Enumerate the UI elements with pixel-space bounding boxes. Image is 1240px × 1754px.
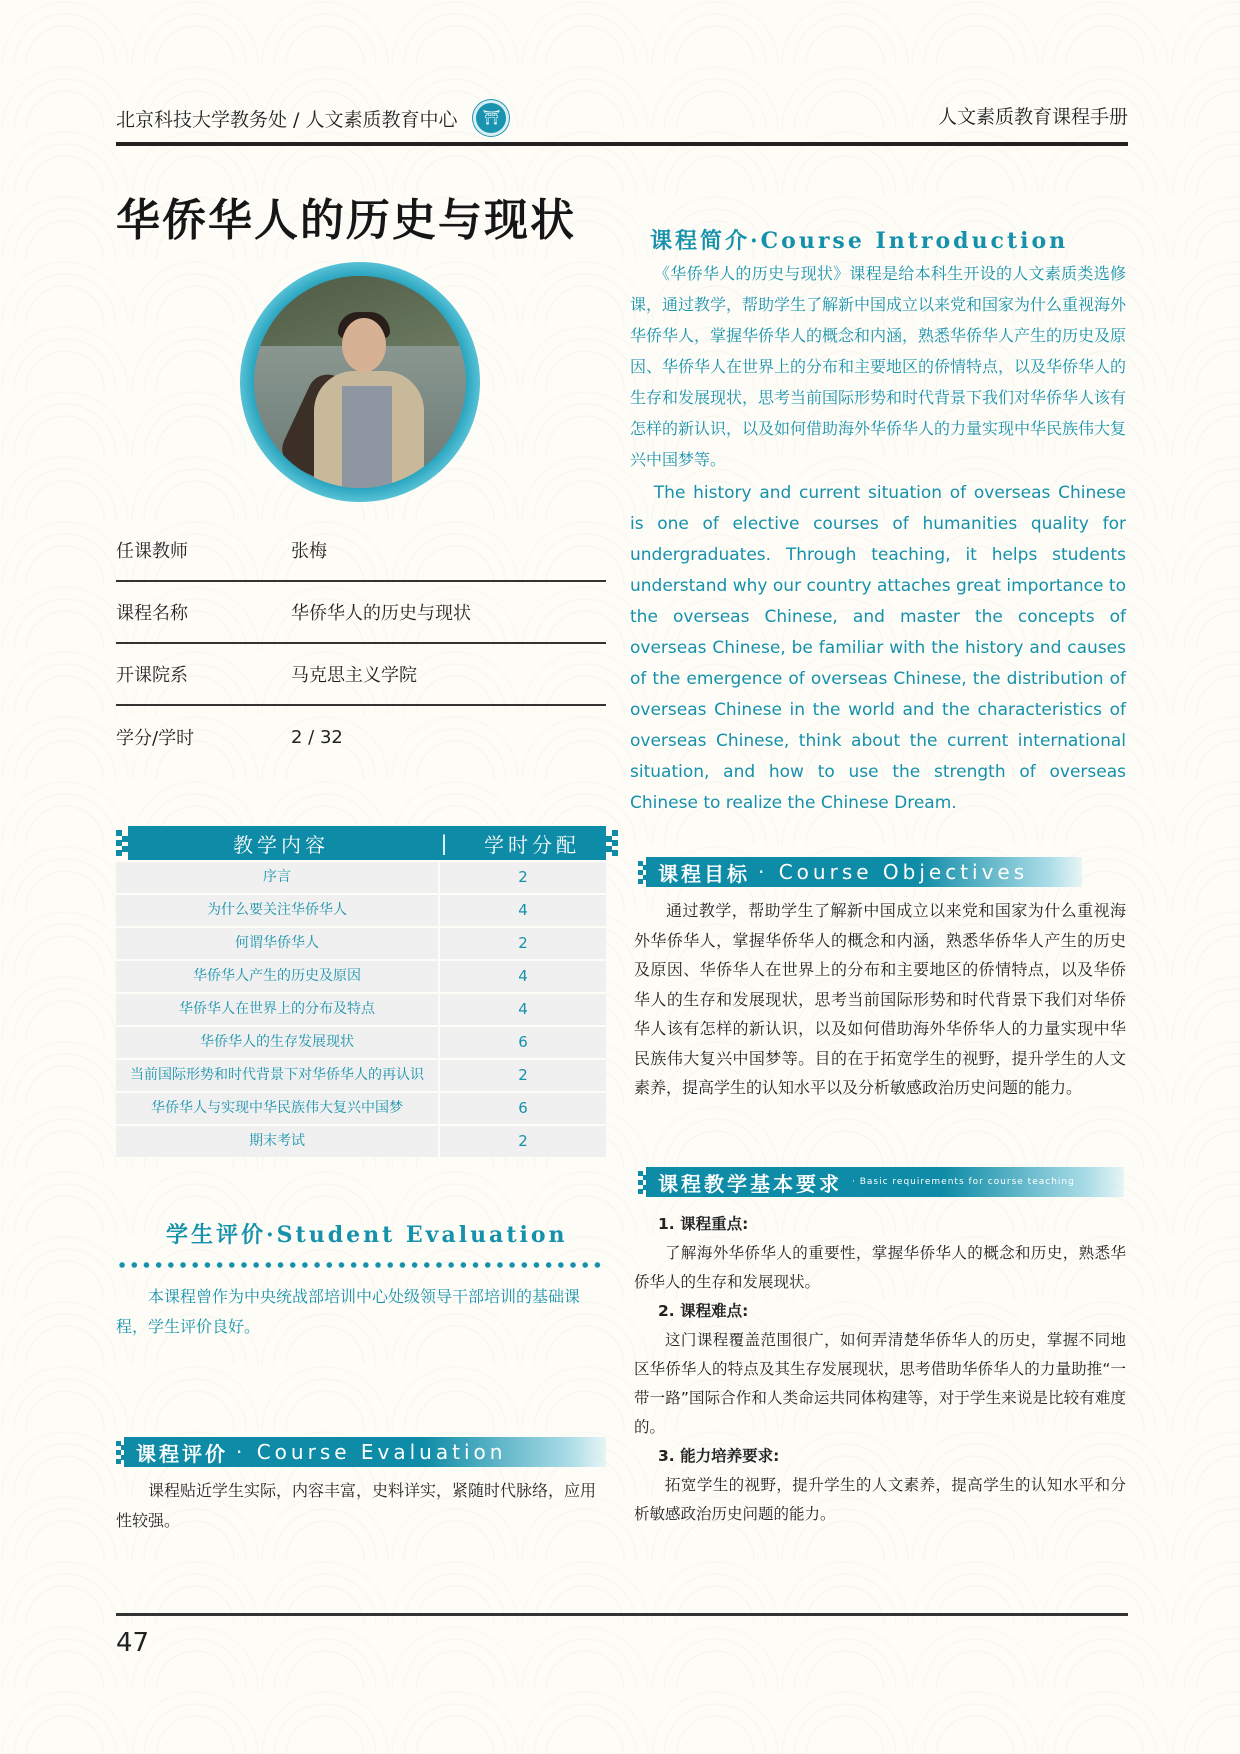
column-header-content: 教学内容 bbox=[233, 832, 329, 857]
header-left bbox=[116, 100, 509, 136]
table-row bbox=[116, 893, 606, 926]
course-introduction-text-cn: 《华侨华人的历史与现状》课程是给本科生开设的人文素质类选修课，通过教学，帮助学生了解新中国成立以来党和国家为什么重视海外华侨华人，掌握华侨华人的概念和内涵，熟悉华侨华人产生的历史及原因、华侨华人在世界上的分布和主要地区的侨情特点，以及华侨华人的生存和发展现状，思考当前国际形势和时代背景下我们对华侨华人该有怎样的新认识，以及如何借助海外华侨华人的力量实现中华民族伟大复兴中国梦等。 bbox=[630, 264, 1127, 469]
page-number: 47 bbox=[116, 1628, 150, 1658]
topic-cell: 序言 bbox=[116, 862, 440, 893]
info-value: 华侨华人的历史与现状 bbox=[291, 603, 471, 624]
requirement-heading: 1. 课程重点: bbox=[658, 1215, 749, 1233]
teaching-content-table bbox=[116, 826, 606, 1157]
info-row-teacher bbox=[116, 520, 606, 582]
page-title: 华侨华人的历史与现状 bbox=[116, 195, 576, 246]
info-label: 任课教师 bbox=[116, 541, 188, 562]
hours-cell: 4 bbox=[440, 994, 606, 1025]
info-row-credits bbox=[116, 706, 606, 768]
info-value: 马克思主义学院 bbox=[291, 665, 417, 686]
info-value: 张梅 bbox=[291, 541, 327, 562]
banner-title-en: · Course Objectives bbox=[758, 860, 1029, 884]
topic-cell: 华侨华人的生存发展现状 bbox=[116, 1027, 440, 1058]
requirement-text: 拓宽学生的视野，提升学生的人文素养，提高学生的认知水平和分析敏感政治历史问题的能力。 bbox=[634, 1476, 1126, 1523]
info-row-course-name bbox=[116, 582, 606, 644]
topic-cell: 为什么要关注华侨华人 bbox=[116, 895, 440, 926]
info-label: 学分/学时 bbox=[116, 728, 195, 749]
requirement-heading: 3. 能力培养要求: bbox=[658, 1447, 780, 1465]
course-evaluation-text: 课程贴近学生实际，内容丰富，史料详实，紧随时代脉络，应用性较强。 bbox=[116, 1481, 597, 1530]
course-introduction-text-en: The history and current situation of overseas Chinese is one of elective courses of humanities quality for undergraduates. Through teaching, it helps students understand why our country attaches great importance to the overseas Chinese, and master the concepts of overseas Chinese, be familiar with the history and causes of the emergence of overseas Chinese, the distribution of overseas Chinese in the world and the characteristics of overseas Chinese, think about the current international situation, and how to use the strength of overseas Chinese to realize the Chinese Dream. bbox=[630, 483, 1126, 813]
topic-cell: 当前国际形势和时代背景下对华侨华人的再认识 bbox=[116, 1060, 440, 1091]
basic-requirements-banner bbox=[646, 1167, 1124, 1197]
table-row bbox=[116, 1025, 606, 1058]
table-row bbox=[116, 926, 606, 959]
banner-title-cn: 课程教学基本要求 bbox=[658, 1171, 842, 1196]
teacher-photo bbox=[254, 276, 466, 488]
info-label: 开课院系 bbox=[116, 665, 188, 686]
table-header bbox=[128, 826, 606, 860]
banner-title-cn: 课程目标 bbox=[658, 861, 750, 886]
course-info bbox=[116, 520, 606, 768]
info-row-department bbox=[116, 644, 606, 706]
topic-cell: 期末考试 bbox=[116, 1126, 440, 1157]
hours-cell: 6 bbox=[440, 1027, 606, 1058]
hours-cell: 6 bbox=[440, 1093, 606, 1124]
requirement-text: 这门课程覆盖范围很广，如何弄清楚华侨华人的历史，掌握不同地区华侨华人的特点及其生存发展现状，思考借助华侨华人的力量助推“一带一路”国际合作和人类命运共同体构建等，对于学生来说是比较有难度的。 bbox=[634, 1331, 1126, 1436]
info-label: 课程名称 bbox=[116, 603, 188, 624]
topic-cell: 何谓华侨华人 bbox=[116, 928, 440, 959]
info-value: 2 / 32 bbox=[291, 726, 343, 748]
topic-cell: 华侨华人产生的历史及原因 bbox=[116, 961, 440, 992]
requirement-text: 了解海外华侨华人的重要性，掌握华侨华人的概念和历史，熟悉华侨华人的生存和发展现状。 bbox=[634, 1244, 1126, 1291]
basic-requirements-content bbox=[634, 1210, 1126, 1529]
table-row bbox=[116, 1058, 606, 1091]
requirement-heading: 2. 课程难点: bbox=[658, 1302, 749, 1320]
dotted-divider bbox=[116, 1262, 606, 1268]
student-evaluation-text: 本课程曾作为中央统战部培训中心处级领导干部培训的基础课程，学生评价良好。 bbox=[116, 1287, 581, 1336]
banner-title-en: · Basic requirements for course teaching bbox=[852, 1177, 1075, 1187]
hours-cell: 2 bbox=[440, 1126, 606, 1157]
banner-title-en: · Course Evaluation bbox=[236, 1440, 507, 1464]
teacher-photo-frame bbox=[240, 262, 480, 502]
column-separator: | bbox=[440, 831, 452, 855]
table-row bbox=[116, 992, 606, 1025]
table-row bbox=[116, 1091, 606, 1124]
course-introduction-heading: 课程简介·Course Introduction bbox=[650, 228, 1069, 254]
student-evaluation-heading: 学生评价·Student Evaluation bbox=[166, 1222, 568, 1248]
table-row bbox=[116, 860, 606, 893]
header-divider bbox=[116, 142, 1128, 146]
table-row bbox=[116, 1124, 606, 1157]
topic-cell: 华侨华人在世界上的分布及特点 bbox=[116, 994, 440, 1025]
column-header-hours: 学时分配 bbox=[484, 832, 580, 857]
hours-cell: 2 bbox=[440, 928, 606, 959]
topic-cell: 华侨华人与实现中华民族伟大复兴中国梦 bbox=[116, 1093, 440, 1124]
course-objectives-banner bbox=[646, 857, 1082, 887]
university-seal-icon: ⛩ bbox=[473, 100, 509, 136]
header-org-name: 北京科技大学教务处 / 人文素质教育中心 bbox=[116, 108, 458, 131]
header-handbook-title: 人文素质教育课程手册 bbox=[937, 106, 1128, 128]
footer-divider bbox=[116, 1613, 1128, 1616]
table-row bbox=[116, 959, 606, 992]
course-objectives-text: 通过教学，帮助学生了解新中国成立以来党和国家为什么重视海外华侨华人，掌握华侨华人的概念和内涵，熟悉华侨华人产生的历史及原因、华侨华人在世界上的分布和主要地区的侨情特点，以及华侨华人的生存和发展现状，思考当前国际形势和时代背景下我们对华侨华人该有怎样的新认识，以及如何借助海外华侨华人的力量实现中华民族伟大复兴中国梦等。目的在于拓宽学生的视野，提升学生的人文素养，提高学生的认知水平以及分析敏感政治历史问题的能力。 bbox=[634, 901, 1126, 1097]
course-evaluation-banner bbox=[124, 1437, 606, 1467]
hours-cell: 2 bbox=[440, 862, 606, 893]
hours-cell: 4 bbox=[440, 895, 606, 926]
hours-cell: 4 bbox=[440, 961, 606, 992]
banner-title-cn: 课程评价 bbox=[136, 1441, 228, 1466]
hours-cell: 2 bbox=[440, 1060, 606, 1091]
